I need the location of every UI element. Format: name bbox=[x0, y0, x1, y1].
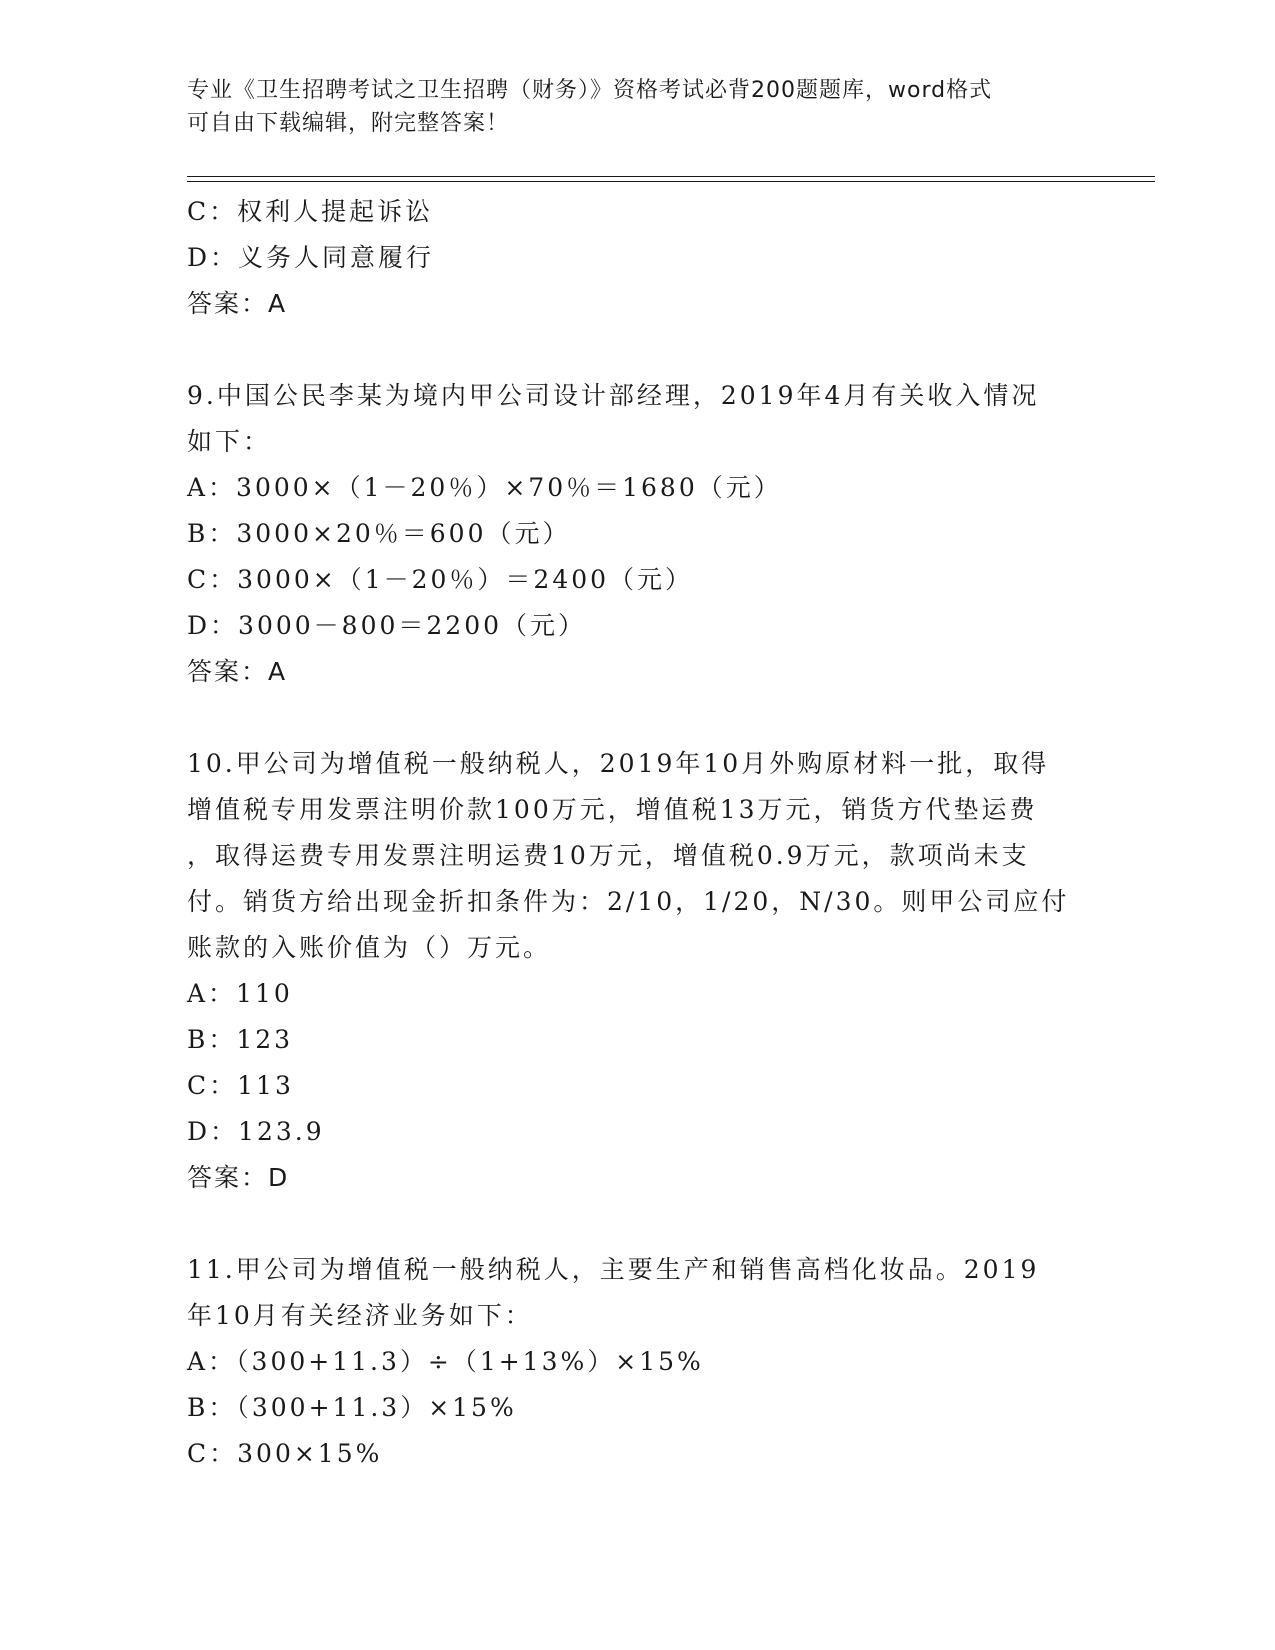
option-b: B：123 bbox=[187, 1025, 294, 1054]
question-9 bbox=[187, 373, 1077, 695]
answer-line: 答案：D bbox=[187, 1163, 290, 1192]
question-stem: 11.甲公司为增值税一般纳税人，主要生产和销售高档化妆品。2019 bbox=[187, 1255, 1040, 1284]
spacer bbox=[187, 1201, 1077, 1247]
header-title-line-2: 可自由下载编辑，附完整答案！ bbox=[187, 111, 510, 136]
question-8-tail bbox=[187, 189, 1077, 327]
header-title-line-1: 专业《卫生招聘考试之卫生招聘（财务）》资格考试必背200题题库，word格式 bbox=[187, 78, 993, 103]
question-stem: 增值税专用发票注明价款100万元，增值税13万元，销货方代垫运费 bbox=[187, 795, 1038, 824]
document-body bbox=[187, 189, 1077, 1477]
option-c: C：300×15% bbox=[187, 1439, 383, 1468]
option-b: B：3000×20％＝600（元） bbox=[187, 519, 571, 548]
option-c: C：3000×（1－20％）＝2400（元） bbox=[187, 565, 694, 594]
question-11 bbox=[187, 1247, 1077, 1477]
spacer bbox=[187, 327, 1077, 373]
header-divider-bottom bbox=[187, 181, 1155, 182]
option-c: C：113 bbox=[187, 1071, 294, 1100]
answer-line: 答案：A bbox=[187, 289, 288, 318]
option-a: A：（300+11.3）÷（1+13%）×15% bbox=[187, 1347, 704, 1376]
question-stem: 9.中国公民李某为境内甲公司设计部经理，2019年4月有关收入情况 bbox=[187, 381, 1040, 410]
question-stem: 付。销货方给出现金折扣条件为：2/10，1/20，N/30。则甲公司应付 bbox=[187, 887, 1070, 916]
question-stem: 10.甲公司为增值税一般纳税人，2019年10月外购原材料一批，取得 bbox=[187, 749, 1050, 778]
spacer bbox=[187, 695, 1077, 741]
answer-line: 答案：A bbox=[187, 657, 288, 686]
option-d: D：3000－800＝2200（元） bbox=[187, 611, 587, 640]
option-a: A：3000×（1－20％）×70％＝1680（元） bbox=[187, 473, 782, 502]
option-d: D：义务人同意履行 bbox=[187, 243, 435, 272]
option-b: B：（300+11.3）×15% bbox=[187, 1393, 517, 1422]
question-stem: 年10月有关经济业务如下： bbox=[187, 1301, 533, 1330]
document-header bbox=[187, 74, 1067, 140]
question-stem: 账款的入账价值为（）万元。 bbox=[187, 933, 552, 962]
question-stem: 如下： bbox=[187, 427, 272, 456]
header-divider-top bbox=[187, 176, 1155, 177]
question-stem: ，取得运费专用发票注明运费10万元，增值税0.9万元，款项尚未支 bbox=[187, 841, 1030, 870]
option-d: D：123.9 bbox=[187, 1117, 325, 1146]
option-a: A：110 bbox=[187, 979, 293, 1008]
question-10 bbox=[187, 741, 1077, 1201]
option-c: C：权利人提起诉讼 bbox=[187, 197, 434, 226]
